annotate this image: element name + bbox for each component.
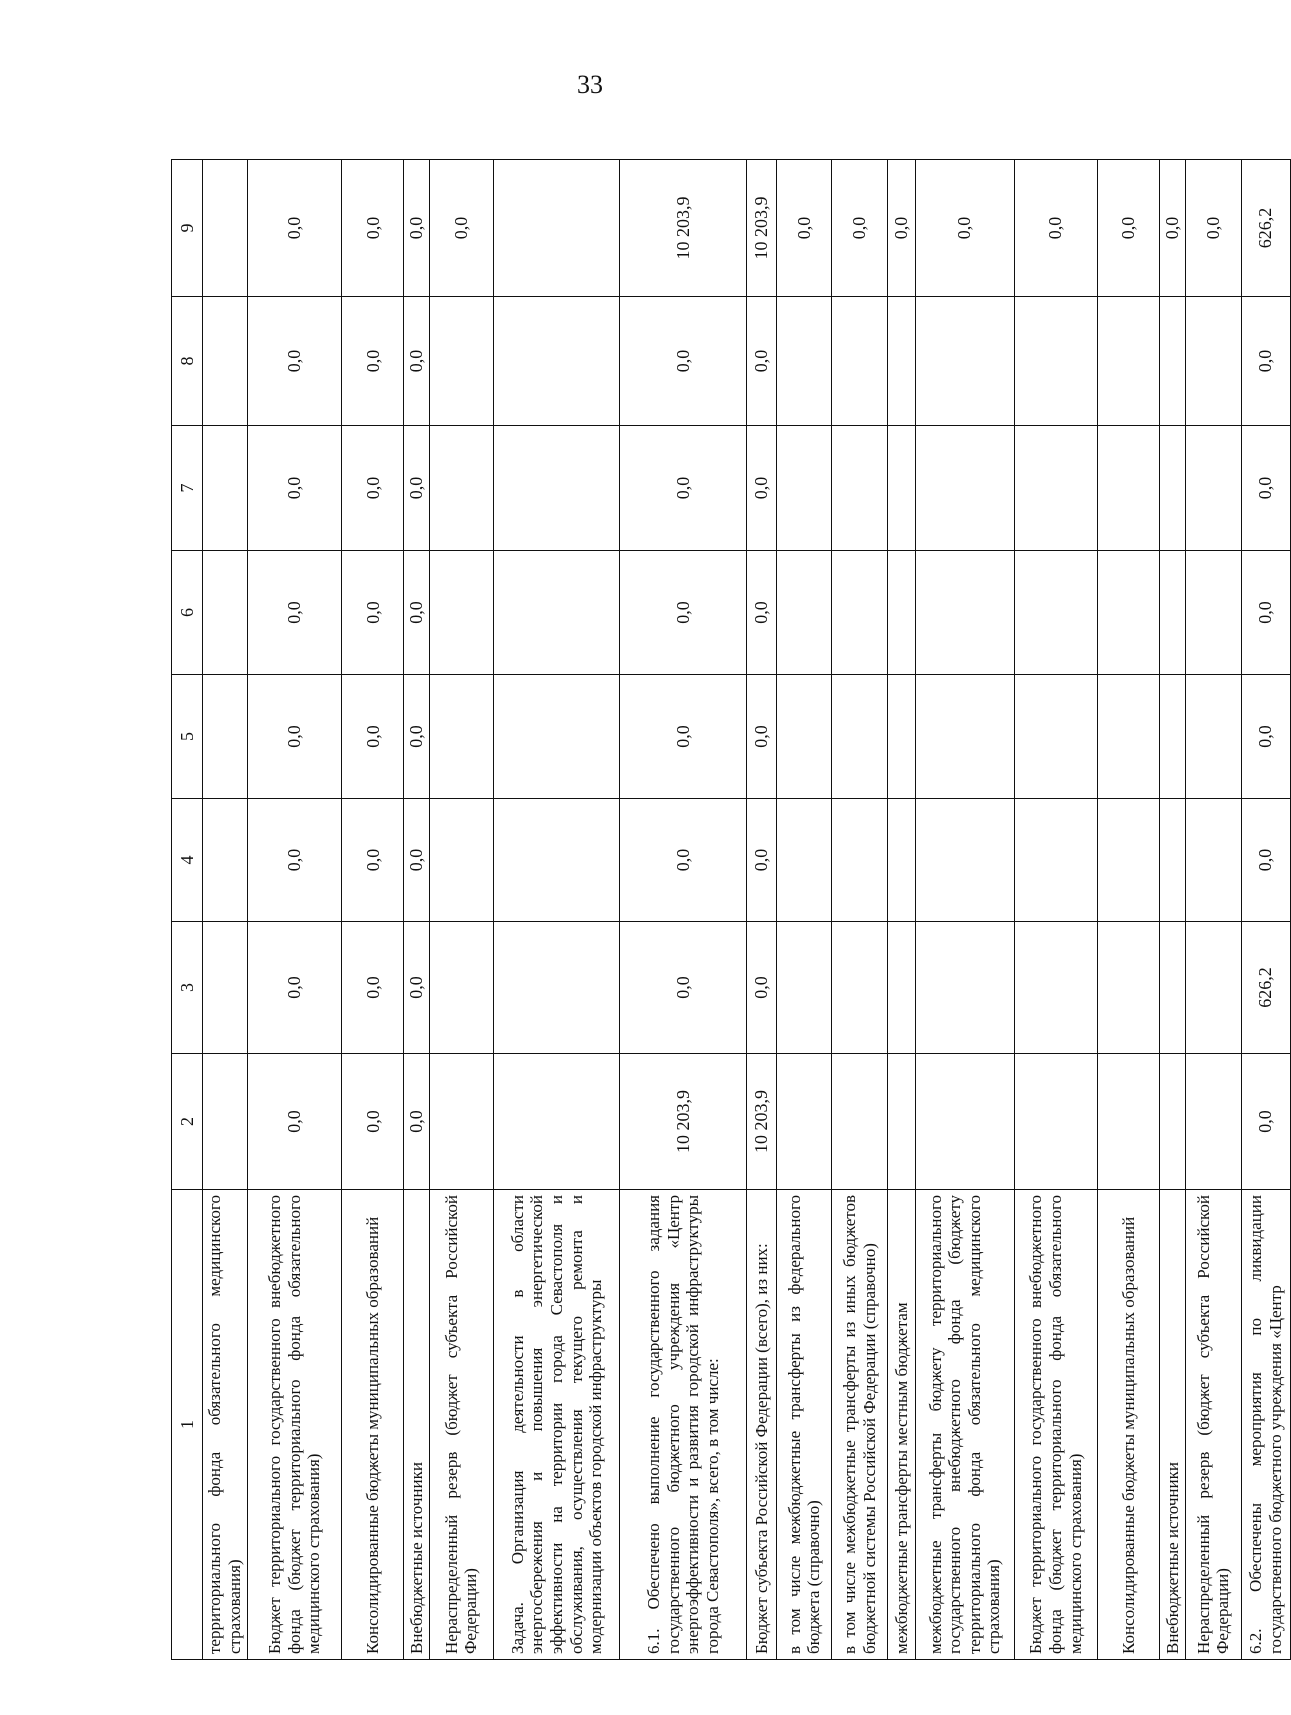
column-header-8: 8 [172,297,203,426]
value-cell-col-7 [203,426,248,551]
value-cell-col-9: 0,0 [429,160,493,297]
value-cell-col-2: 10 203,9 [746,1054,776,1190]
value-cell-col-9: 0,0 [832,160,888,297]
value-cell-col-8 [1098,297,1160,426]
value-cell-col-3: 0,0 [404,922,429,1054]
value-cell-col-9: 0,0 [404,160,429,297]
value-cell-col-6 [429,551,493,675]
value-cell-col-8 [888,297,916,426]
value-cell-col-5 [203,675,248,799]
value-cell-col-3 [1098,922,1160,1054]
table-row [1241,160,1290,1660]
value-cell-col-2 [888,1054,916,1190]
rotated-table-wrapper [171,160,1291,1660]
value-cell-col-9: 10 203,9 [746,160,776,297]
value-cell-col-9: 10 203,9 [620,160,746,297]
column-header-9: 9 [172,160,203,297]
value-cell-col-3 [888,922,916,1054]
value-cell-col-6: 0,0 [746,551,776,675]
value-cell-col-6: 0,0 [620,551,746,675]
value-cell-col-7 [888,426,916,551]
value-cell-col-8 [494,297,620,426]
value-cell-col-5 [1185,675,1241,799]
row-label: Бюджет территориального государственного внебюджетного фонда (бюджет территориального фонда обязательного медицинского страхования) [1014,1190,1098,1660]
value-cell-col-3 [494,922,620,1054]
value-cell-col-7: 0,0 [620,426,746,551]
column-header-6: 6 [172,551,203,675]
value-cell-col-6 [1185,551,1241,675]
row-label: Нераспределенный резерв (бюджет субъекта Российской Федерации) [429,1190,493,1660]
column-header-7: 7 [172,426,203,551]
value-cell-col-7: 0,0 [342,426,404,551]
page-number: 33 [577,70,603,99]
table-row [494,160,620,1660]
row-label: Консолидированные бюджеты муниципальных образований [1098,1190,1160,1660]
value-cell-col-4 [494,799,620,922]
value-cell-col-2: 0,0 [342,1054,404,1190]
value-cell-col-6: 0,0 [1241,551,1290,675]
table-row [342,160,404,1660]
table-row [776,160,832,1660]
value-cell-col-8 [1014,297,1098,426]
value-cell-col-9: 0,0 [888,160,916,297]
value-cell-col-9: 0,0 [1160,160,1186,297]
table-row [203,160,248,1660]
value-cell-col-4 [888,799,916,922]
value-cell-col-6 [888,551,916,675]
value-cell-col-3: 0,0 [248,922,342,1054]
value-cell-col-7 [1160,426,1186,551]
value-cell-col-5 [916,675,1015,799]
value-cell-col-8 [916,297,1015,426]
value-cell-col-5 [1098,675,1160,799]
value-cell-col-2: 0,0 [404,1054,429,1190]
value-cell-col-7: 0,0 [1241,426,1290,551]
value-cell-col-6: 0,0 [248,551,342,675]
value-cell-col-4: 0,0 [1241,799,1290,922]
value-cell-col-3 [429,922,493,1054]
value-cell-col-4 [1014,799,1098,922]
value-cell-col-6 [494,551,620,675]
table-row [1098,160,1160,1660]
value-cell-col-8: 0,0 [1241,297,1290,426]
value-cell-col-9 [494,160,620,297]
value-cell-col-7 [1014,426,1098,551]
column-header-3: 3 [172,922,203,1054]
row-label: Консолидированные бюджеты муниципальных образований [342,1190,404,1660]
row-label: в том числе межбюджетные трансферты из иных бюджетов бюджетной системы Российской Федерации (справочно) [832,1190,888,1660]
value-cell-col-6: 0,0 [404,551,429,675]
value-cell-col-2 [832,1054,888,1190]
column-header-5: 5 [172,675,203,799]
table-row [888,160,916,1660]
value-cell-col-5: 0,0 [746,675,776,799]
column-header-2: 2 [172,1054,203,1190]
column-header-row [172,160,203,1660]
value-cell-col-2: 0,0 [1241,1054,1290,1190]
value-cell-col-6 [1160,551,1186,675]
value-cell-col-4: 0,0 [620,799,746,922]
value-cell-col-3 [832,922,888,1054]
value-cell-col-4: 0,0 [404,799,429,922]
value-cell-col-6 [203,551,248,675]
row-label: 6.1. Обеспечено выполнение государственного задания государственного бюджетного учреждения «Центр энергоэффективности и развития городской инфраструктуры города Севастополя», всего, в том числе: [620,1190,746,1660]
value-cell-col-3: 0,0 [342,922,404,1054]
value-cell-col-7: 0,0 [248,426,342,551]
value-cell-col-5 [832,675,888,799]
value-cell-col-9: 0,0 [248,160,342,297]
value-cell-col-9: 0,0 [916,160,1015,297]
value-cell-col-4 [916,799,1015,922]
value-cell-col-2 [916,1054,1015,1190]
budget-table [171,159,1291,1660]
value-cell-col-9: 0,0 [776,160,832,297]
value-cell-col-2 [1014,1054,1098,1190]
row-label: Бюджет субъекта Российской Федерации (всего), из них: [746,1190,776,1660]
value-cell-col-4 [1185,799,1241,922]
value-cell-col-2 [1185,1054,1241,1190]
value-cell-col-8 [203,297,248,426]
value-cell-col-5: 0,0 [248,675,342,799]
value-cell-col-6 [1098,551,1160,675]
value-cell-col-5: 0,0 [342,675,404,799]
value-cell-col-8: 0,0 [404,297,429,426]
row-label: в том числе межбюджетные трансферты из федерального бюджета (справочно) [776,1190,832,1660]
row-label: Внебюджетные источники [1160,1190,1186,1660]
table-row [832,160,888,1660]
value-cell-col-8: 0,0 [620,297,746,426]
value-cell-col-5: 0,0 [620,675,746,799]
table-row [1160,160,1186,1660]
value-cell-col-5 [429,675,493,799]
value-cell-col-7 [832,426,888,551]
value-cell-col-7: 0,0 [746,426,776,551]
value-cell-col-8 [429,297,493,426]
row-label: межбюджетные трансферты местным бюджетам [888,1190,916,1660]
value-cell-col-4 [1160,799,1186,922]
value-cell-col-2: 10 203,9 [620,1054,746,1190]
value-cell-col-6: 0,0 [342,551,404,675]
value-cell-col-4 [429,799,493,922]
value-cell-col-4 [203,799,248,922]
row-label: 6.2. Обеспечены мероприятия по ликвидации государственного бюджетного учреждения «Центр [1241,1190,1290,1660]
value-cell-col-4: 0,0 [248,799,342,922]
value-cell-col-4: 0,0 [342,799,404,922]
table-row [620,160,746,1660]
table-row [1014,160,1098,1660]
value-cell-col-4: 0,0 [746,799,776,922]
value-cell-col-7 [1098,426,1160,551]
value-cell-col-8: 0,0 [746,297,776,426]
value-cell-col-3 [916,922,1015,1054]
value-cell-col-8 [1160,297,1186,426]
value-cell-col-9: 0,0 [342,160,404,297]
value-cell-col-3 [1014,922,1098,1054]
value-cell-col-2: 0,0 [248,1054,342,1190]
value-cell-col-3 [1185,922,1241,1054]
value-cell-col-5 [1014,675,1098,799]
value-cell-col-2 [1160,1054,1186,1190]
value-cell-col-2 [429,1054,493,1190]
table-row [916,160,1015,1660]
value-cell-col-9: 0,0 [1098,160,1160,297]
value-cell-col-9: 626,2 [1241,160,1290,297]
value-cell-col-4 [1098,799,1160,922]
table-row [746,160,776,1660]
value-cell-col-3: 0,0 [620,922,746,1054]
value-cell-col-8: 0,0 [248,297,342,426]
value-cell-col-6 [776,551,832,675]
value-cell-col-9: 0,0 [1014,160,1098,297]
value-cell-col-2 [776,1054,832,1190]
table-row [429,160,493,1660]
row-label: территориального фонда обязательного медицинского страхования) [203,1190,248,1660]
row-label: Нераспределенный резерв (бюджет субъекта Российской Федерации) [1185,1190,1241,1660]
value-cell-col-5: 0,0 [404,675,429,799]
value-cell-col-8 [776,297,832,426]
value-cell-col-3 [1160,922,1186,1054]
value-cell-col-7 [916,426,1015,551]
row-label: Бюджет территориального государственного внебюджетного фонда (бюджет территориального фонда обязательного медицинского страхования) [248,1190,342,1660]
value-cell-col-8: 0,0 [342,297,404,426]
value-cell-col-8 [1185,297,1241,426]
value-cell-col-3: 626,2 [1241,922,1290,1054]
column-header-1: 1 [172,1190,203,1660]
value-cell-col-6 [832,551,888,675]
row-label: Задача. Организация деятельности в области энергосбережения и повышения энергетической эффективности на территории города Севастополя и обслуживания, осуществления текущего ремонта и модернизации объектов городской инфраструктуры [494,1190,620,1660]
value-cell-col-5 [1160,675,1186,799]
value-cell-col-2 [494,1054,620,1190]
value-cell-col-7 [1185,426,1241,551]
row-label: Внебюджетные источники [404,1190,429,1660]
value-cell-col-5 [776,675,832,799]
value-cell-col-4 [832,799,888,922]
value-cell-col-3 [776,922,832,1054]
value-cell-col-6 [1014,551,1098,675]
value-cell-col-6 [916,551,1015,675]
table-row [1185,160,1241,1660]
table-body [203,160,1291,1660]
value-cell-col-9: 0,0 [1185,160,1241,297]
value-cell-col-8 [832,297,888,426]
value-cell-col-7: 0,0 [404,426,429,551]
value-cell-col-5 [494,675,620,799]
table-row [404,160,429,1660]
value-cell-col-7 [494,426,620,551]
value-cell-col-5: 0,0 [1241,675,1290,799]
table-row [248,160,342,1660]
value-cell-col-2 [203,1054,248,1190]
value-cell-col-4 [776,799,832,922]
row-label: межбюджетные трансферты бюджету территориального государственного внебюджетного фонда (бюджету территориального фонда обязательного медицинского страхования) [916,1190,1015,1660]
column-header-4: 4 [172,799,203,922]
value-cell-col-3 [203,922,248,1054]
value-cell-col-3: 0,0 [746,922,776,1054]
value-cell-col-7 [429,426,493,551]
value-cell-col-2 [1098,1054,1160,1190]
value-cell-col-9 [203,160,248,297]
value-cell-col-5 [888,675,916,799]
value-cell-col-7 [776,426,832,551]
